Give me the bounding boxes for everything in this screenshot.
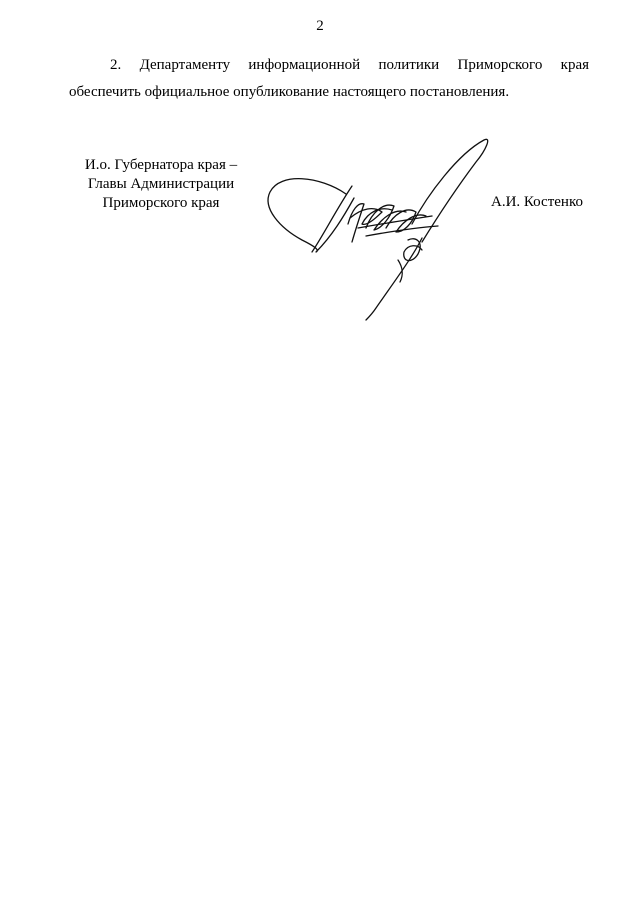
paragraph-line-1: 2. Департаменту информационной политики Приморского края	[110, 57, 589, 73]
signature-icon	[262, 132, 498, 324]
signer-name: А.И. Костенко	[491, 194, 583, 210]
signer-title-line-1: И.о. Губернатора края –	[84, 157, 238, 173]
signer-title-block	[66, 156, 256, 213]
signer-title-line-2: Главы Администрации	[87, 176, 235, 192]
resolution-paragraph	[69, 52, 589, 106]
paragraph-line-2: обеспечить официальное опубликование настоящего постановления.	[69, 84, 510, 100]
signer-title-line-3: Приморского края	[102, 195, 220, 211]
page-number: 2	[316, 18, 324, 34]
